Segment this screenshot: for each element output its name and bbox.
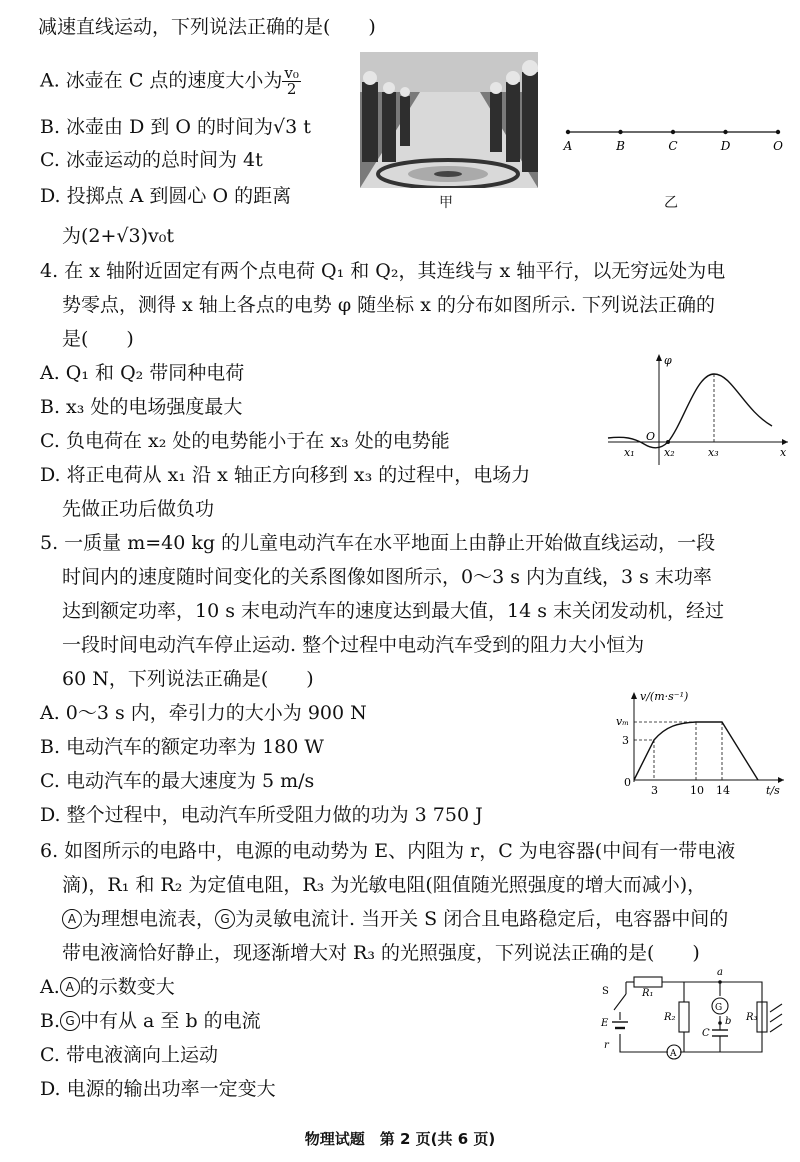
galvanometer-symbol: G <box>215 909 235 929</box>
vm-label: vₘ <box>616 715 629 728</box>
x2-label: x₂ <box>664 446 675 459</box>
q4-option-d[interactable]: D. 将正电荷从 x₁ 沿 x 轴正方向移到 x₃ 的过程中，电场力 <box>40 464 531 486</box>
wire-bottom-left <box>620 1034 668 1052</box>
potential-curve <box>608 374 772 448</box>
point-a <box>566 130 570 134</box>
r1-label: R₁ <box>642 988 654 999</box>
t-axis-arrow <box>778 777 784 783</box>
q3-option-a-text: A. 冰壶在 C 点的速度大小为 <box>40 69 283 92</box>
t10-label: 10 <box>690 784 704 797</box>
q6-line3-tail: 为理想电流表， <box>82 908 216 930</box>
circuit-diagram <box>594 964 790 1064</box>
t-axis-label: t/s <box>766 784 780 797</box>
point-d <box>723 130 727 134</box>
q5-stem-line2: 时间内的速度随时间变化的关系图像如图所示，0～3 s 内为直线，3 s 末功率 <box>62 566 712 588</box>
node-b <box>718 1021 722 1025</box>
q5-option-d[interactable]: D. 整个过程中，电动汽车所受阻力做的功为 3 750 J <box>40 804 483 826</box>
y-axis-arrow <box>656 354 662 361</box>
switch-label: S <box>602 986 609 997</box>
q4-option-d-cont: 先做正功后做负功 <box>62 498 215 520</box>
q6-stem-line4: 带电液滴恰好静止，现逐渐增大对 R₃ 的光照强度，下列说法正确的是( ) <box>62 942 700 964</box>
page-footer: 物理试题 第 2 页(共 6 页) <box>304 1130 496 1148</box>
label-a: A <box>563 139 573 153</box>
curling-photo <box>360 52 538 188</box>
q6-option-a-text: 的示数变大 <box>79 976 175 998</box>
q4-option-a[interactable]: A. Q₁ 和 Q₂ 带同种电荷 <box>40 362 245 384</box>
q3-option-a[interactable] <box>40 66 301 97</box>
q5-option-c[interactable]: C. 电动汽车的最大速度为 5 m/s <box>40 770 315 792</box>
g-symbol-label: G <box>715 1003 723 1013</box>
q6-line3-end: 为灵敏电流计. 当开关 S 闭合且电路稳定后，电容器中间的 <box>235 908 729 930</box>
figure-yi-line <box>560 118 790 158</box>
q5-stem-line4: 一段时间电动汽车停止运动. 整个过程中电动汽车受到的阻力大小恒为 <box>62 634 645 656</box>
q3-stem-tail: 减速直线运动，下列说法正确的是( ) <box>38 16 376 38</box>
origin-label: O <box>646 430 656 443</box>
velocity-curve <box>634 722 758 780</box>
fraction-v0-over-2: $\frac{\text{v₀}}{2}$ <box>284 64 299 98</box>
switch-s <box>614 994 626 1010</box>
curling-photo-illustration <box>360 52 538 188</box>
q6-option-b[interactable] <box>40 1008 261 1034</box>
point-o <box>776 130 780 134</box>
q6-option-b-prefix: B. <box>40 1010 61 1032</box>
resistor-r2 <box>679 1002 689 1032</box>
label-c: C <box>668 139 678 153</box>
q6-stem-line1: 6. 如图所示的电路中，电源的电动势为 E、内阻为 r，C 为电容器(中间有一带电液 <box>40 840 736 862</box>
q3-option-b[interactable]: B. 冰壶由 D 到 O 的时间为√3 t <box>40 116 311 138</box>
x-axis-arrow <box>782 439 788 445</box>
c-label: C <box>702 1028 710 1039</box>
q4-stem-line2: 势零点，测得 x 轴上各点的电势 φ 随坐标 x 的分布如图所示. 下列说法正确的 <box>62 294 716 316</box>
q6-option-b-text: 中有从 a 至 b 的电流 <box>80 1010 261 1032</box>
q6-option-c[interactable]: C. 带电液滴向上运动 <box>40 1044 218 1066</box>
phi-label: φ <box>664 354 672 367</box>
galvanometer-symbol: G <box>60 1011 80 1031</box>
q6-stem-line3 <box>62 906 728 932</box>
x2-point <box>666 440 670 444</box>
label-o: O <box>773 139 783 153</box>
x-label: x <box>780 446 787 459</box>
v-axis-arrow <box>631 692 637 699</box>
q6-stem-line2: 滴)，R₁ 和 R₂ 为定值电阻，R₃ 为光敏电阻(阻值随光照强度的增大而减小)， <box>62 874 707 896</box>
q3-option-d-cont: 为(2+√3)v₀t <box>62 225 175 247</box>
q5-option-b[interactable]: B. 电动汽车的额定功率为 180 W <box>40 736 324 758</box>
point-b <box>618 130 622 134</box>
q6-option-a[interactable] <box>40 974 175 1000</box>
q4-option-b[interactable]: B. x₃ 处的电场强度最大 <box>40 396 243 418</box>
q4-option-c[interactable]: C. 负电荷在 x₂ 处的电势能小于在 x₃ 处的电势能 <box>40 430 450 452</box>
q5-stem-line3: 达到额定功率，10 s 末电动汽车的速度达到最大值，14 s 末关闭发动机，经过 <box>62 600 725 622</box>
light-arrows <box>770 1004 782 1032</box>
a-label: a <box>717 967 723 978</box>
t3-label: 3 <box>651 784 658 797</box>
ammeter-symbol: A <box>62 909 82 929</box>
x1-label: x₁ <box>624 446 635 459</box>
q4-stem-line1: 4. 在 x 轴附近固定有两个点电荷 Q₁ 和 Q₂，其连线与 x 轴平行，以无穷远处为电 <box>40 260 726 282</box>
resistor-r1 <box>634 977 662 987</box>
potential-graph <box>604 350 794 470</box>
q6-option-a-prefix: A. <box>40 976 60 998</box>
ammeter-symbol: A <box>60 977 80 997</box>
v-axis-label: v/(m·s⁻¹) <box>640 690 689 703</box>
q3-option-d[interactable]: D. 投掷点 A 到圆心 O 的距离 <box>40 185 292 207</box>
x3-label: x₃ <box>708 446 719 459</box>
figure-label-yi: 乙 <box>664 195 678 211</box>
r2-label: R₂ <box>664 1012 676 1023</box>
figure-label-jia: 甲 <box>439 195 453 211</box>
q5-stem-line1: 5. 一质量 m=40 kg 的儿童电动汽车在水平地面上由静止开始做直线运动，一段 <box>40 532 716 554</box>
point-c <box>671 130 675 134</box>
r3-label: R₃ <box>746 1012 758 1023</box>
zero-label: 0 <box>624 776 631 789</box>
node-a <box>718 980 722 984</box>
v3-label: 3 <box>622 734 629 747</box>
b-label: b <box>725 1016 732 1027</box>
emf-label: E <box>601 1018 609 1029</box>
q5-option-a[interactable]: A. 0～3 s 内，牵引力的大小为 900 N <box>40 702 367 724</box>
q5-stem-line5: 60 N，下列说法正确是( ) <box>62 668 314 690</box>
label-b: B <box>616 139 625 153</box>
q4-stem-line3: 是( ) <box>62 328 134 350</box>
q6-option-d[interactable]: D. 电源的输出功率一定变大 <box>40 1078 276 1100</box>
t14-label: 14 <box>716 784 730 797</box>
label-d: D <box>720 139 731 153</box>
q3-option-c[interactable]: C. 冰壶运动的总时间为 4t <box>40 149 263 171</box>
a-symbol-label: A <box>670 1049 677 1059</box>
velocity-graph <box>612 690 792 800</box>
r-label: r <box>604 1040 609 1051</box>
